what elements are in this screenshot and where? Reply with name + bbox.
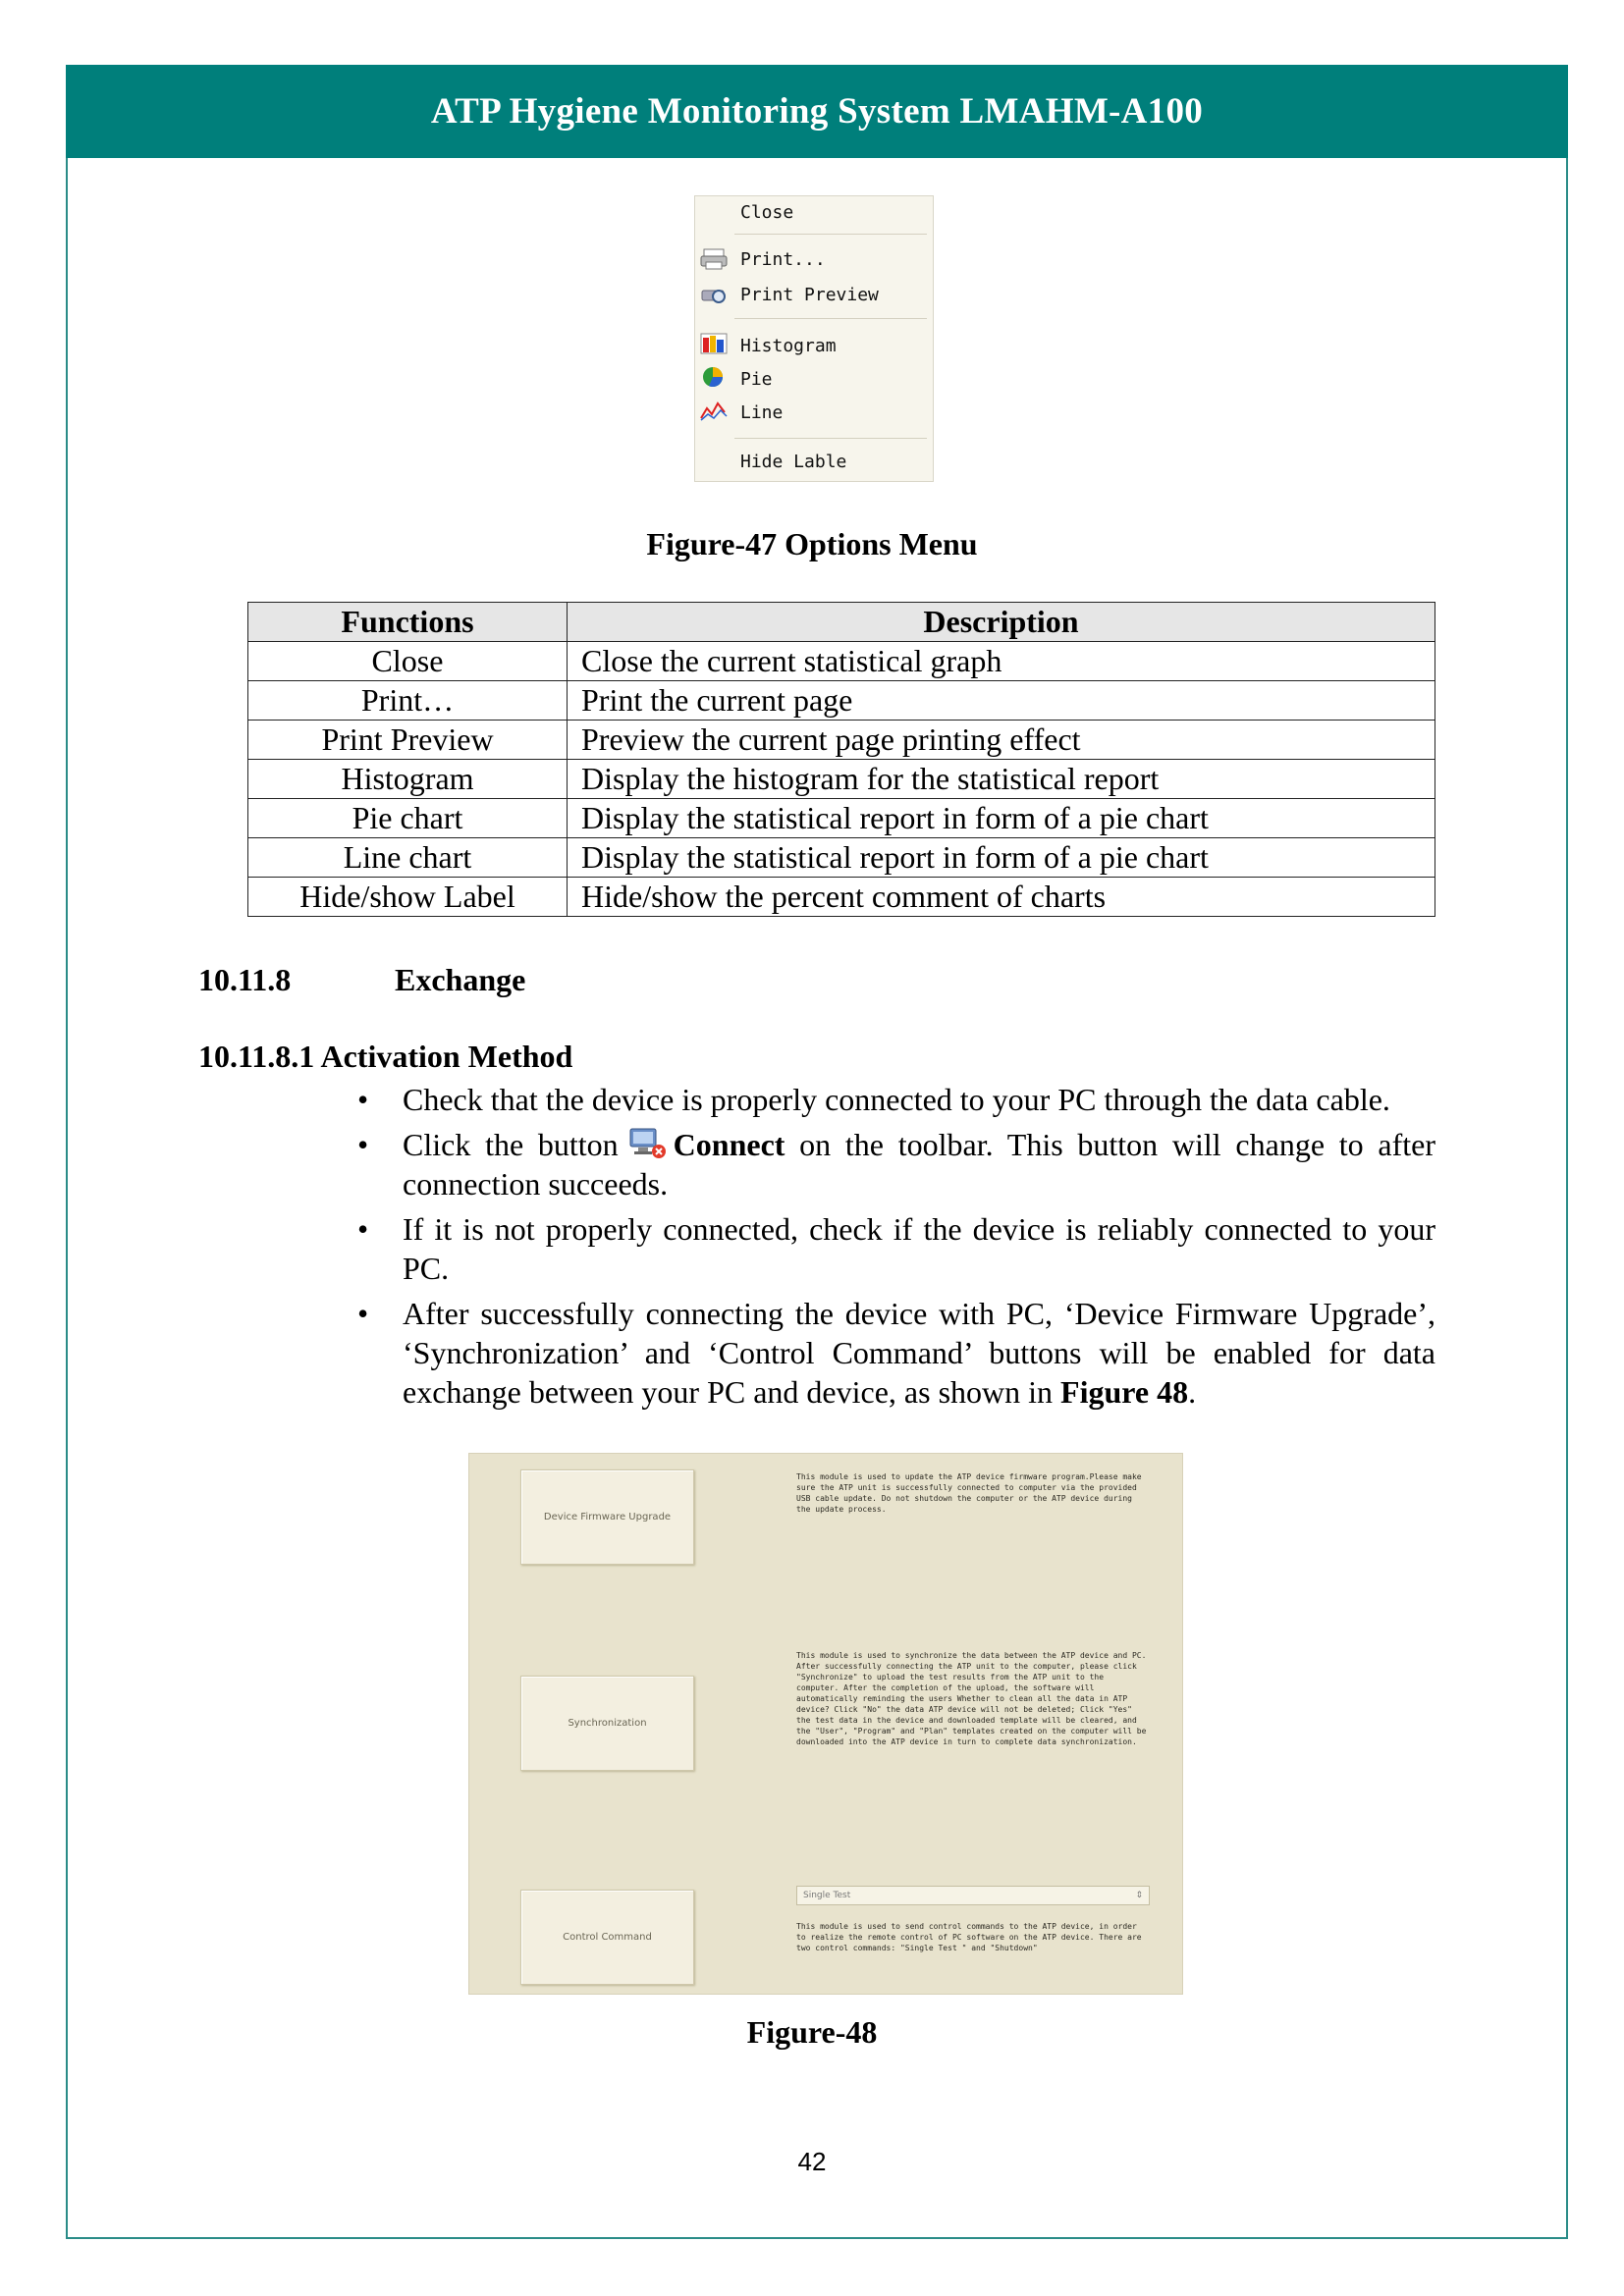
connect-label: Connect [673, 1127, 785, 1162]
figure-47-caption: Figure-47 Options Menu [646, 526, 978, 561]
bullet-text: on the toolbar. This button will change to after connection succeeds. [403, 1127, 1435, 1201]
list-item: • If it is not properly connected, check if the device is reliably connected to your PC. [357, 1211, 1435, 1286]
table-row [248, 760, 1435, 799]
description-cell: Display the statistical report in form of a pie chart [568, 838, 1435, 878]
connect-icon [628, 1126, 668, 1161]
select-arrow-icon: ⇕ [1135, 1891, 1143, 1900]
figure-48-caption: Figure-48 [746, 2014, 878, 2050]
synchronization-description: This module is used to synchronize the data between the ATP device and PC. After successfully connecting the ATP unit to the computer, please click "Synchronize" to upload the test results from the ATP unit to the computer. After the completion of the upload, the software will automatically reminding the users Whether to clean all the data in ATP device? Click "No" the data ATP device will not be deleted; Click "Yes" the test data in the device and downloaded template will be cleared, and the "User", "Program" and "Plan" templates created on the computer will be downloaded into the ATP device in turn to complete data synchronization. [796, 1651, 1147, 1746]
histogram-icon [699, 332, 729, 355]
menu-item-close[interactable]: Close [740, 202, 794, 223]
table-header-functions: Functions [248, 603, 568, 642]
section-number: 10.11.8 [198, 962, 292, 997]
control-command-description: This module is used to send control commands to the ATP device, in order to realize the remote control of PC software on the ATP device. There are two control commands: "Single Test " and "Shutdown" [796, 1922, 1142, 1952]
menu-item-histogram[interactable]: Histogram [740, 336, 837, 356]
options-menu-screenshot [694, 195, 934, 482]
table-header-description: Description [568, 603, 1435, 642]
bullet-text: Check that the device is properly connected to your PC through the data cable. [403, 1082, 1390, 1117]
function-cell: Print… [248, 681, 568, 721]
list-item: • Click the button Connect on the toolbar. This button will change to after connection succeeds. [357, 1127, 1435, 1201]
menu-separator [734, 438, 927, 439]
control-command-select[interactable] [796, 1886, 1150, 1905]
table-row [248, 878, 1435, 917]
description-cell: Close the current statistical graph [568, 642, 1435, 681]
description-cell: Display the statistical report in form of a pie chart [568, 799, 1435, 838]
printer-icon [699, 247, 729, 271]
menu-separator [734, 318, 927, 319]
figure-reference: Figure 48 [1060, 1374, 1189, 1410]
synchronization-button[interactable]: Synchronization [520, 1676, 694, 1771]
device-firmware-upgrade-button[interactable]: Device Firmware Upgrade [520, 1469, 694, 1565]
menu-item-print-preview[interactable]: Print Preview [740, 285, 879, 305]
bullet-list [353, 1080, 1435, 1414]
menu-separator [734, 234, 927, 235]
header-bar [66, 65, 1568, 158]
table-row [248, 681, 1435, 721]
bullet-text: After successfully connecting the device with PC, ‘Device Firmware Upgrade’, ‘Synchronization’ and ‘Control Command’ buttons will be enabled for data exchange between your PC and device, as shown in [403, 1296, 1435, 1410]
function-cell: Close [248, 642, 568, 681]
select-value: Single Test [803, 1891, 851, 1900]
document-title: ATP Hygiene Monitoring System LMAHM-A100 [430, 91, 1204, 132]
list-item: • After successfully connecting the device with PC, ‘Device Firmware Upgrade’, ‘Synchronization’ and ‘Control Command’ buttons will be enabled for data exchange between your PC and device, as shown in Figure 48. [357, 1296, 1435, 1410]
table-row [248, 838, 1435, 878]
function-cell: Pie chart [248, 799, 568, 838]
table-row [248, 642, 1435, 681]
exchange-panel-screenshot [468, 1453, 1183, 1995]
list-item: • Check that the device is properly connected to your PC through the data cable. [357, 1082, 1390, 1117]
function-cell: Hide/show Label [248, 878, 568, 917]
print-preview-icon [699, 283, 729, 306]
function-cell: Print Preview [248, 721, 568, 760]
subsection-title: 10.11.8.1 Activation Method [198, 1039, 573, 1074]
firmware-upgrade-description: This module is used to update the ATP device firmware program.Please make sure the ATP unit is successfully connected to computer via the provided USB cable update. Do not shutdown the computer or the ATP device during the update process. [796, 1472, 1142, 1514]
function-cell: Line chart [248, 838, 568, 878]
description-cell: Print the current page [568, 681, 1435, 721]
menu-item-print[interactable]: Print... [740, 249, 826, 270]
bullet-text: If it is not properly connected, check if the device is reliably connected to your PC. [403, 1211, 1435, 1286]
menu-item-line[interactable]: Line [740, 402, 784, 423]
table-row [248, 799, 1435, 838]
description-cell: Display the histogram for the statistical report [568, 760, 1435, 799]
line-chart-icon [699, 399, 729, 422]
menu-item-pie[interactable]: Pie [740, 369, 773, 390]
pie-icon [699, 365, 729, 389]
page-number: 42 [797, 2147, 827, 2176]
control-command-button[interactable]: Control Command [520, 1890, 694, 1985]
description-cell: Hide/show the percent comment of charts [568, 878, 1435, 917]
bullet-text: Click the button [403, 1127, 619, 1162]
table-row [248, 721, 1435, 760]
menu-item-hide-label[interactable]: Hide Lable [740, 452, 847, 472]
section-title: Exchange [395, 962, 526, 997]
functions-table [247, 602, 1435, 917]
description-cell: Preview the current page printing effect [568, 721, 1435, 760]
function-cell: Histogram [248, 760, 568, 799]
